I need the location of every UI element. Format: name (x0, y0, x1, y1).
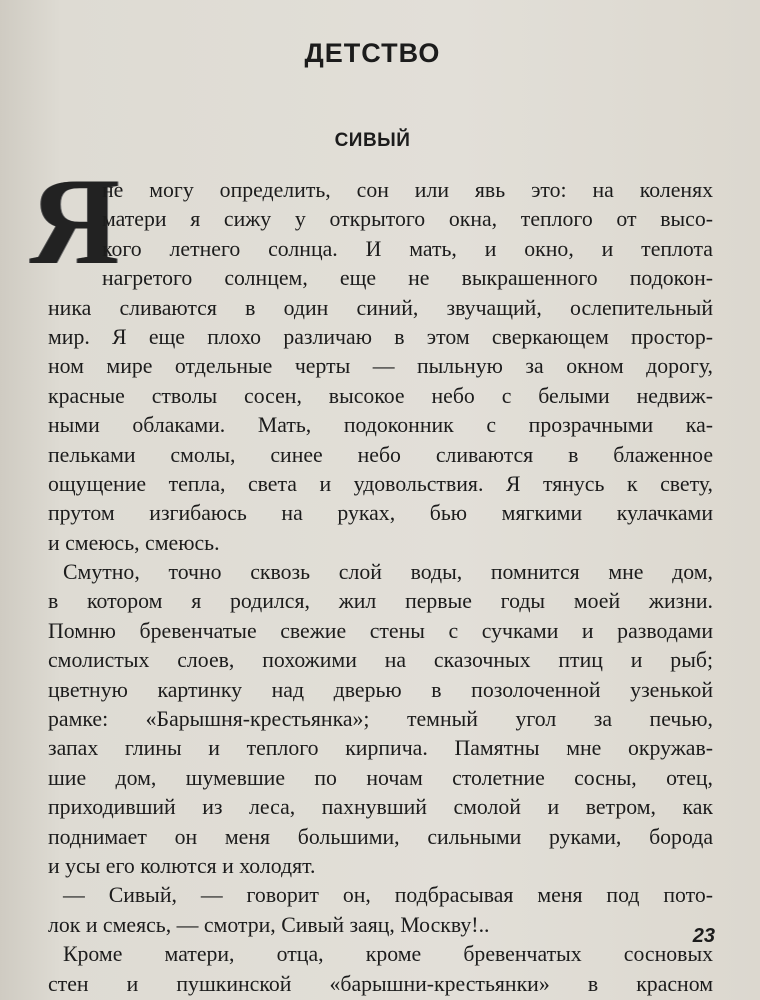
text-line: нагретого солнцем, еще не выкрашенного подокон- (102, 266, 713, 291)
text-line: красные стволы сосен, высокое небо с белыми недвиж- (48, 383, 713, 408)
text-line: ными облаками. Мать, подоконник с прозрачными ка- (48, 413, 713, 438)
text-line: матери я сижу у открытого окна, теплого от высо- (102, 207, 713, 232)
text-line: в котором я родился, жил первые годы моей жизни. (48, 589, 713, 614)
text-line: запах глины и теплого кирпича. Памятны мне окружав- (48, 736, 713, 761)
text-line: поднимает он меня большими, сильными руками, борода (48, 824, 713, 849)
page-number: 23 (692, 925, 715, 947)
body-text (48, 176, 713, 999)
text-line: лок и смеясь, — смотри, Сивый заяц, Москву!.. (48, 912, 490, 937)
text-line: Смутно, точно сквозь слой воды, помнится мне дом, (63, 560, 713, 585)
text-line: и смеюсь, смеюсь. (48, 530, 220, 555)
text-line: мир. Я еще плохо различаю в этом сверкающем простор- (48, 324, 713, 349)
text-line: приходивший из леса, пахнувший смолой и ветром, как (48, 795, 713, 820)
chapter-title: ДЕТСТВО (304, 38, 441, 68)
text-line: ощущение тепла, света и удовольствия. Я тянусь к свету, (48, 471, 713, 496)
text-line: Помню бревенчатые свежие стены с сучками и разводами (48, 618, 713, 643)
text-line: ном мире отдельные черты — пыльную за окном дорогу, (48, 354, 713, 379)
text-line: прутом изгибаюсь на руках, бью мягкими кулачками (48, 501, 713, 526)
text-line: шие дом, шумевшие по ночам столетние сосны, отец, (48, 765, 713, 790)
text-line: ника сливаются в один синий, звучащий, ослепительный (48, 295, 713, 320)
text-line: не могу определить, сон или явь это: на коленях (102, 178, 713, 202)
text-line: смолистых слоев, похожими на сказочных птиц и рыб; (48, 648, 713, 673)
text-line: — Сивый, — говорит он, подбрасывая меня под пото- (63, 883, 713, 908)
text-line: и усы его колются и холодят. (48, 853, 316, 878)
text-line: рамке: «Барышня-крестьянка»; темный угол за печью, (48, 707, 713, 732)
text-line: кого летнего солнца. И мать, и окно, и теплота (102, 236, 713, 261)
section-title: СИВЫЙ (334, 130, 411, 151)
drop-cap: Я (30, 153, 120, 290)
text-line: цветную картинку над дверью в позолоченной узенькой (48, 677, 713, 702)
text-line: Кроме матери, отца, кроме бревенчатых сосновых (63, 942, 713, 967)
text-line: стен и пушкинской «барышни-крестьянки» в красном (48, 971, 713, 996)
text-line: пельками смолы, синее небо сливаются в блаженное (48, 442, 713, 467)
